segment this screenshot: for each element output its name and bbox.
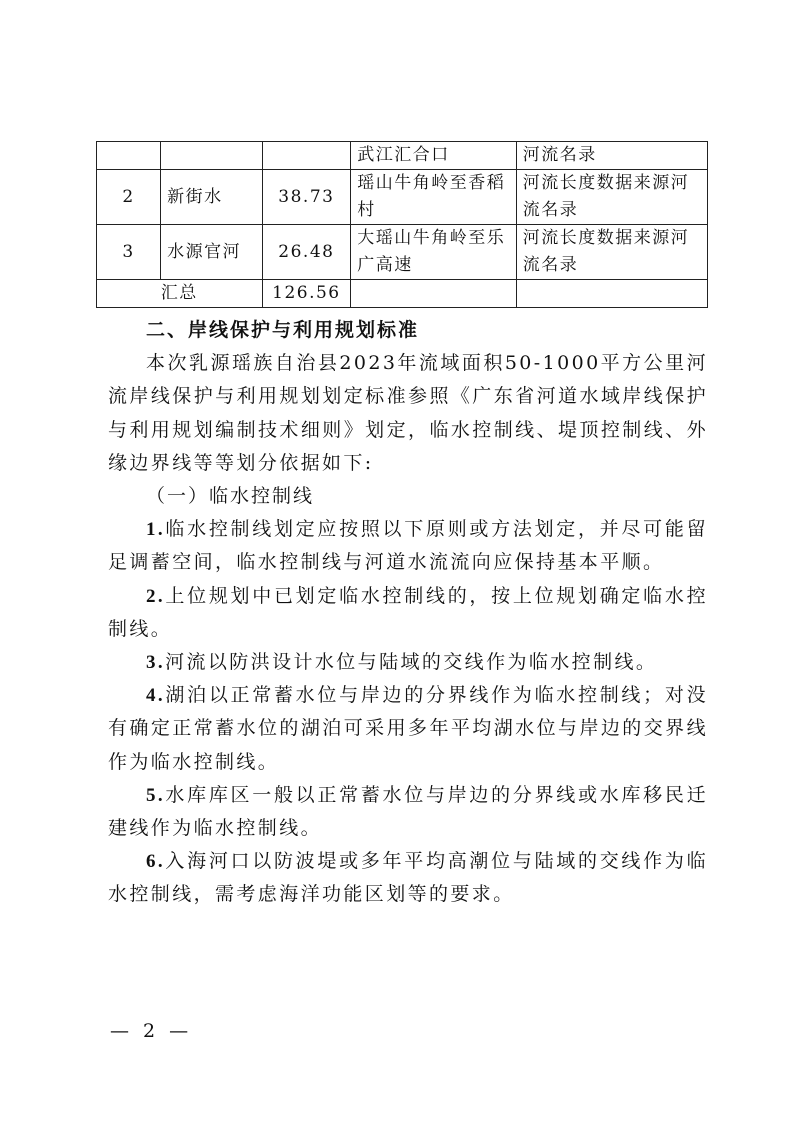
cell-source: 河流名录: [516, 142, 707, 170]
cell-name: 水源官河: [161, 225, 262, 280]
table-row: [97, 142, 708, 170]
cell-source: 河流长度数据来源河流名录: [516, 170, 707, 225]
item-number: 4.: [146, 685, 166, 707]
river-table: [96, 141, 708, 308]
cell-range: 武江汇合口: [351, 142, 517, 170]
list-item: [108, 845, 708, 911]
body-text: [108, 314, 708, 912]
cell-length: [262, 142, 351, 170]
item-text: 河流以防洪设计水位与陆域的交线作为临水控制线。: [165, 651, 658, 674]
cell-no: 3: [97, 225, 161, 280]
cell-length: 38.73: [262, 170, 351, 225]
item-number: 3.: [146, 652, 166, 674]
intro-paragraph: 本次乳源瑶族自治县2023年流域面积50-1000平方公里河流岸线保护与利用规划划定标准参照《广东省河道水域岸线保护与利用规划编制技术细则》划定，临水控制线、堤顶控制线、外缘边界线等等划分依据如下:: [108, 352, 708, 474]
item-number: 6.: [146, 851, 166, 873]
item-number: 1.: [146, 519, 166, 541]
table-total-row: [97, 280, 708, 308]
cell-length: 26.48: [262, 225, 351, 280]
cell-range: 瑶山牛角岭至香稻村: [351, 170, 517, 225]
section-heading: 二、岸线保护与利用规划标准: [146, 319, 420, 341]
item-text: 上位规划中已划定临水控制线的，按上位规划确定临水控制线。: [108, 584, 708, 640]
list-item: [108, 679, 708, 779]
item-text: 临水控制线划定应按照以下原则或方法划定，并尽可能留足调蓄空间，临水控制线与河道水流流向应保持基本平顺。: [108, 518, 708, 574]
cell-no: 2: [97, 170, 161, 225]
cell-no: [97, 142, 161, 170]
list-item: [108, 779, 708, 845]
list-item: [108, 513, 708, 579]
page-number: — 2 —: [110, 1020, 193, 1042]
cell-range: 大瑶山牛角岭至乐广高速: [351, 225, 517, 280]
cell-total-range: [351, 280, 517, 308]
table-row: [97, 170, 708, 225]
cell-total-label: 汇总: [97, 280, 263, 308]
item-text: 入海河口以防波堤或多年平均高潮位与陆域的交线作为临水控制线，需考虑海洋功能区划等的要求。: [108, 850, 708, 906]
item-number: 2.: [146, 585, 166, 607]
cell-name: [161, 142, 262, 170]
cell-name: 新街水: [161, 170, 262, 225]
table-row: [97, 225, 708, 280]
subsection-heading: （一）临水控制线: [146, 485, 315, 508]
list-item: [108, 580, 708, 646]
item-text: 湖泊以正常蓄水位与岸边的分界线作为临水控制线；对没有确定正常蓄水位的湖泊可采用多年平均湖水位与岸边的交界线作为临水控制线。: [108, 684, 708, 773]
cell-total-length: 126.56: [262, 280, 351, 308]
item-number: 5.: [146, 784, 166, 806]
cell-total-source: [516, 280, 707, 308]
cell-source: 河流长度数据来源河流名录: [516, 225, 707, 280]
item-text: 水库库区一般以正常蓄水位与岸边的分界线或水库移民迁建线作为临水控制线。: [108, 783, 708, 840]
list-item: [108, 646, 708, 679]
